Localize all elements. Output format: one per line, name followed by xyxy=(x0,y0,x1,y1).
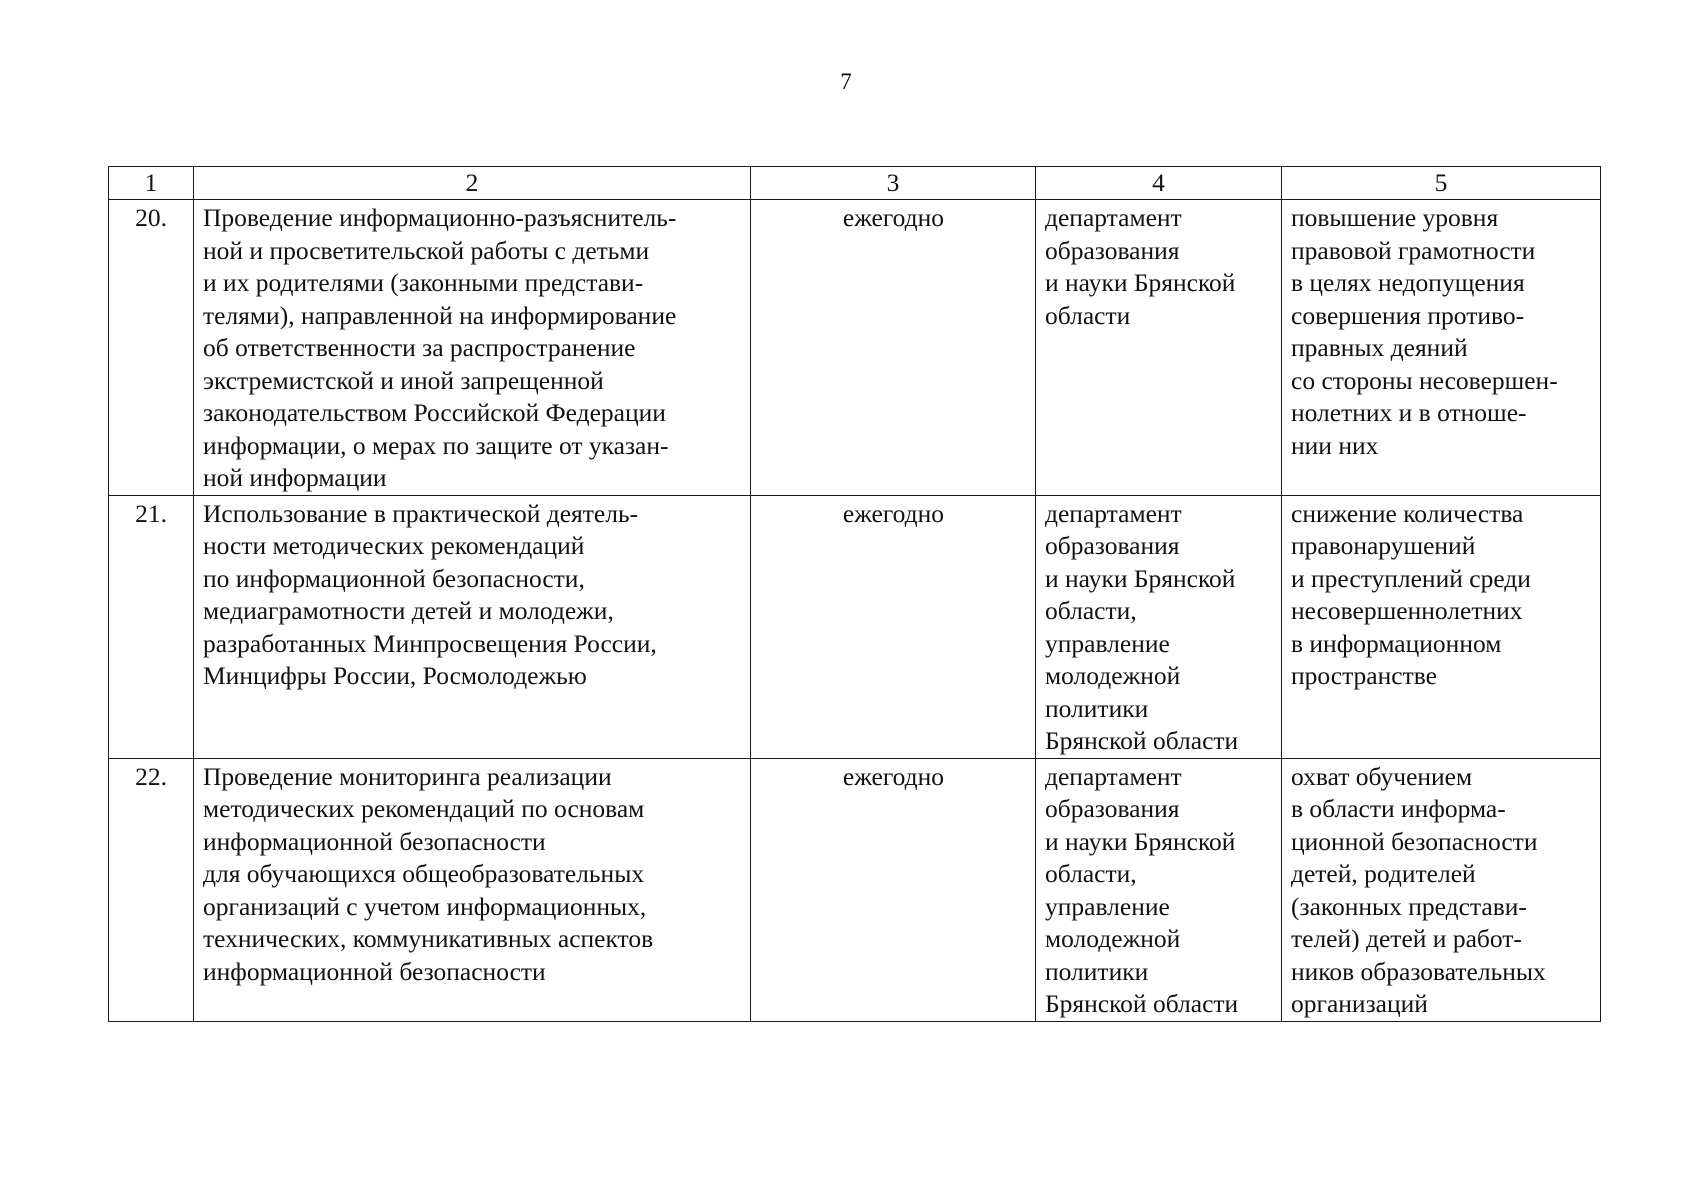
result-cell: повышение уровня правовой грамотности в целях недопущения совершения противо- правных деяний со стороны несовершен- нолетних и в отноше- нии них xyxy=(1282,200,1601,496)
table-header-row xyxy=(109,167,1601,200)
header-cell-4: 4 xyxy=(1036,167,1282,200)
page-number: 7 xyxy=(840,69,852,94)
executor-cell: департамент образования и науки Брянской области xyxy=(1036,200,1282,496)
header-cell-3: 3 xyxy=(751,167,1036,200)
header-cell-5: 5 xyxy=(1282,167,1601,200)
table-row xyxy=(109,495,1601,758)
row-number: 21. xyxy=(109,495,194,758)
row-number: 22. xyxy=(109,758,194,1021)
result-cell: охват обучением в области информа- ционной безопасности детей, родителей (законных представи- телей) детей и работ- ников образовательных организаций xyxy=(1282,758,1601,1021)
period-cell: ежегодно xyxy=(751,200,1036,496)
activity-cell: Использование в практической деятель- ности методических рекомендаций по информационной безопасности, медиаграмотности детей и молодежи, разработанных Минпросвещения России, Минцифры России, Росмолодежью xyxy=(194,495,751,758)
header-cell-1: 1 xyxy=(109,167,194,200)
table-row xyxy=(109,200,1601,496)
executor-cell: департамент образования и науки Брянской области, управление молодежной политики Брянской области xyxy=(1036,495,1282,758)
executor-cell: департамент образования и науки Брянской области, управление молодежной политики Брянской области xyxy=(1036,758,1282,1021)
result-cell: снижение количества правонарушений и преступлений среди несовершеннолетних в информационном пространстве xyxy=(1282,495,1601,758)
activity-cell: Проведение мониторинга реализации методических рекомендаций по основам информационной безопасности для обучающихся общеобразовательных организаций с учетом информационных, технических, коммуникативных аспектов информационной безопасности xyxy=(194,758,751,1021)
period-cell: ежегодно xyxy=(751,495,1036,758)
period-cell: ежегодно xyxy=(751,758,1036,1021)
table-row xyxy=(109,758,1601,1021)
row-number: 20. xyxy=(109,200,194,496)
activity-cell: Проведение информационно-разъяснитель- ной и просветительской работы с детьми и их родителями (законными представи- телями), направленной на информирование об ответственности за распространение экстремистской и иной запрещенной законодательством Российской Федерации информации, о мерах по защите от указан- ной информации xyxy=(194,200,751,496)
header-cell-2: 2 xyxy=(194,167,751,200)
measures-table xyxy=(108,166,1601,1022)
